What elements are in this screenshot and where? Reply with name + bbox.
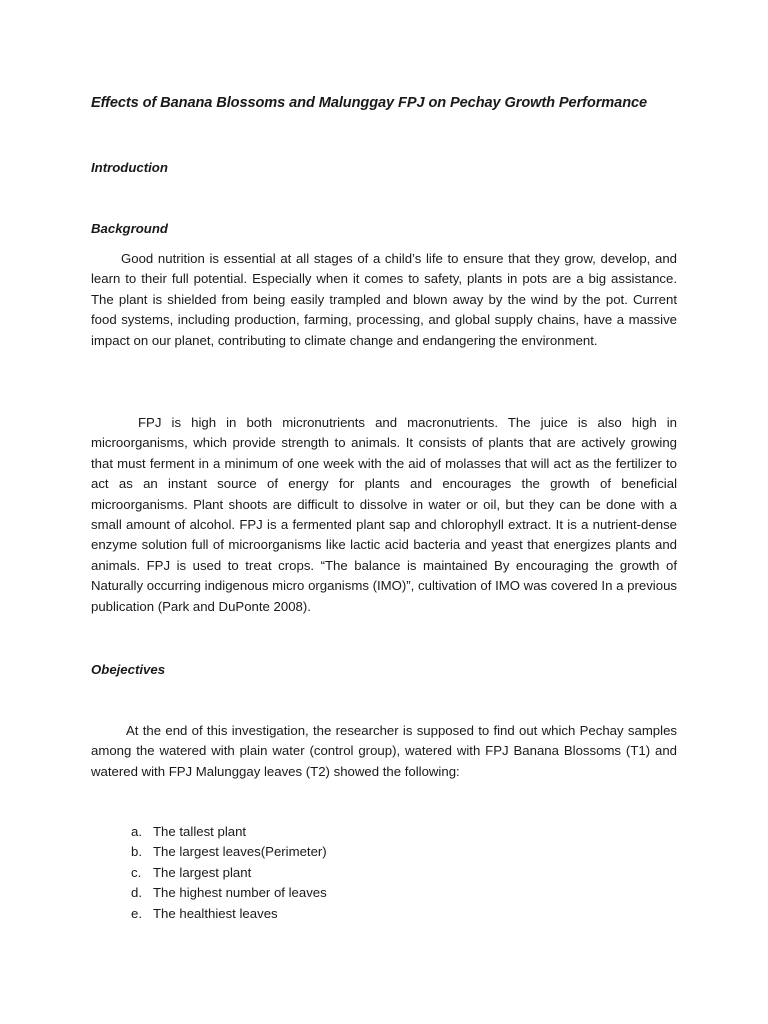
list-item-text: The highest number of leaves	[153, 885, 327, 901]
introduction-heading: Introduction	[91, 160, 168, 175]
objectives-heading: Obejectives	[91, 662, 166, 677]
list-item-text: The largest leaves(Perimeter)	[153, 844, 327, 860]
list-item	[91, 822, 327, 842]
objectives-paragraph: At the end of this investigation, the researcher is supposed to find out which Pechay samples among the watered with plain water (control group), watered with FPJ Banana Blossoms (T1) and watered with FPJ Malunggay leaves (T2) showed the following:	[91, 723, 677, 779]
list-marker: b.	[131, 844, 142, 860]
list-marker: a.	[131, 824, 142, 839]
background-paragraph-1: Good nutrition is essential at all stages of a child’s life to ensure that they grow, develop, and learn to their full potential. Especially when it comes to safety, plants in pots are a big assistance. The plant is shielded from being easily trampled and blown away by the wind by the pot. Current food systems, including production, farming, processing, and global supply chains, have a massive impact on our planet, contributing to climate change and endangering the environment.	[91, 251, 677, 348]
list-marker: c.	[131, 864, 142, 880]
list-item	[91, 883, 327, 903]
objectives-list	[91, 822, 327, 924]
list-item-text: The largest plant	[153, 864, 252, 880]
list-item	[91, 842, 327, 862]
list-marker: d.	[131, 885, 142, 901]
background-heading: Background	[91, 221, 168, 236]
document-title: Effects of Banana Blossoms and Malunggay FPJ on Pechay Growth Performance	[91, 95, 648, 111]
list-item	[91, 863, 327, 883]
background-paragraph-2: FPJ is high in both micronutrients and macronutrients. The juice is also high in microorganisms, which provide strength to animals. It consists of plants that are actively growing that must ferment in a minimum of one week with the aid of molasses that will act as the fertilizer to act as an instant source of energy for plants and encourages the growth of beneficial microorganisms. Plant shoots are difficult to dissolve in water or oil, but they can be done with a small amount of alcohol. FPJ is a fermented plant sap and chlorophyll extract. It is a nutrient-dense enzyme solution full of microorganisms like lactic acid bacteria and yeast that energizes plants and animals. FPJ is used to treat crops. “The balance is maintained By encouraging the growth of Naturally occurring indigenous micro organisms (IMO)”, cultivation of IMO was covered In a previous publication (Park and DuPonte 2008).	[91, 415, 677, 614]
list-item-text: The healthiest leaves	[153, 905, 278, 921]
list-item	[91, 904, 327, 924]
list-marker: e.	[131, 905, 142, 921]
list-item-text: The tallest plant	[153, 824, 247, 839]
